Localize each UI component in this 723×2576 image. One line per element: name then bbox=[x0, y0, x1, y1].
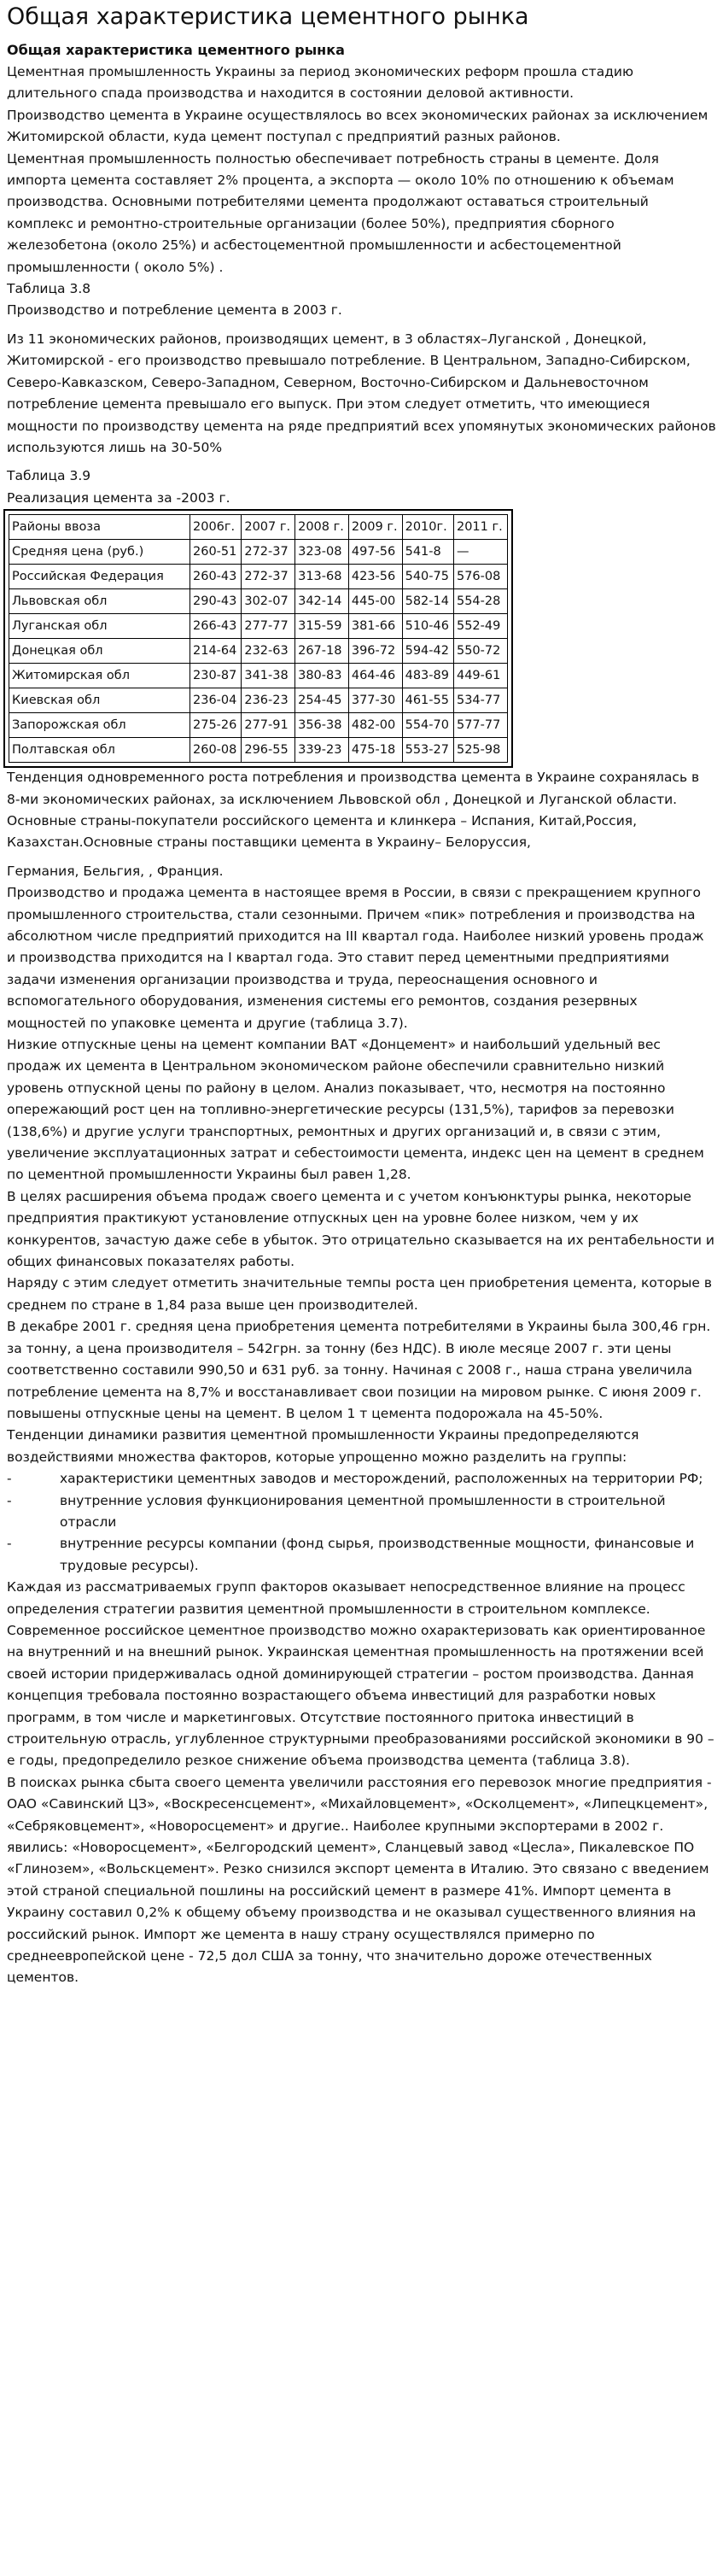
table-cell-value: 380-83 bbox=[295, 664, 349, 688]
paragraph: Современное российское цементное производство можно охарактеризовать как ориентированное на внутренний и на внешний рынок. Украинская цементная промышленность на протяжении всей своей истории придерживалась одной доминирующей стратегии – ростом производства. Данная концепция требовала постоянно возрастающего объема инвестиций для разработки новых программ, в том числе и маркетинговых. Отсутствие постоянного притока инвестиций в строительную отрасль, углубленное структурными преобразованиями российской экономики в 90 – е годы, предопределило резкое снижение объема производства цемента (таблица 3.8). bbox=[7, 1622, 714, 1769]
list-item-text: внутренние условия функционирования цементной промышленности в строительной отрасли bbox=[60, 1492, 666, 1530]
table-cell-value: 445-00 bbox=[348, 589, 402, 614]
table-header-row bbox=[9, 515, 508, 540]
paragraph: Германия, Бельгия, , Франция. bbox=[7, 863, 224, 879]
table-cell-value: 2008 г. bbox=[295, 515, 349, 540]
list-dash: - bbox=[7, 1471, 12, 1487]
table-cell-value: 497-56 bbox=[348, 540, 402, 565]
table-cell-value: 339-23 bbox=[295, 738, 349, 763]
table-cell-value: 323-08 bbox=[295, 540, 349, 565]
table-cell-value: 214-64 bbox=[190, 639, 242, 664]
table-cell-value: 483-89 bbox=[402, 664, 453, 688]
page-title: Общая характеристика цементного рынка bbox=[7, 3, 529, 30]
table-cell-value: 302-07 bbox=[242, 589, 295, 614]
table-cell-value: 2011 г. bbox=[453, 515, 507, 540]
list-dash: - bbox=[7, 1492, 12, 1508]
table-cell-value: 541-8 bbox=[402, 540, 453, 565]
cement-sales-table bbox=[9, 514, 508, 763]
table-cell-value: 315-59 bbox=[295, 614, 349, 639]
paragraph: Тенденция одновременного роста потребления и производства цемента в Украине сохранялась в 8-ми экономических районах, за исключением Львовской обл , Донецкой и Луганской области. Основные страны-покупатели российского цемента и клинкера – Испания, Китай,Россия, Казахстан.Основные страны поставщики цемента в Украину– Белоруссия, bbox=[7, 770, 700, 851]
table-cell-value: 236-04 bbox=[190, 688, 242, 713]
table-cell-value: 272-37 bbox=[242, 540, 295, 565]
document-page bbox=[0, 2, 716, 1989]
table-cell-value: 449-61 bbox=[453, 664, 507, 688]
paragraph: Производство и продажа цемента в настоящее время в России, в связи с прекращением крупного промышленного строительства, стали сезонными. Причем «пик» потребления и производства на абсолютном числе предприятий приходится на III квартал года. Наиболее низкий уровень продаж и производства приходится на I квартал года. Это ставит перед цементными предприятиями задачи изменения организации производства и труда, переоснащения основного и вспомогательного оборудования, изменения системы его ремонтов, создания резервных мощностей по упаковке цемента и другие (таблица 3.7). bbox=[7, 885, 704, 1031]
table-row bbox=[9, 614, 508, 639]
table-cell-value: 236-23 bbox=[242, 688, 295, 713]
table-cell-value: 525-98 bbox=[453, 738, 507, 763]
table-cell-region: Донецкая обл bbox=[9, 639, 190, 664]
table-cell-value: 341-38 bbox=[242, 664, 295, 688]
table-cell-value: 267-18 bbox=[295, 639, 349, 664]
table-cell-value: 554-70 bbox=[402, 713, 453, 738]
table-cell-value: 275-26 bbox=[190, 713, 242, 738]
paragraph: В поисках рынка сбыта своего цемента увеличили расстояния его перевозок многие предприятия - ОАО «Савинский ЦЗ», «Воскресенсцемент», «Михайловцемент», «Осколцемент», «Липецкцемент», «Себряковцемент», «Новоросцемент» и другие.. Наиболее крупными экспортерами в 2002 г. явились: «Новоросцемент», «Белгородский цемент», Сланцевый завод «Цесла», Пикалевское ПО «Глинозем», «Вольскцемент». Резко снизился экспорт цемента в Италию. Это связано с введением этой страной специальной пошлины на российский цемент в размере 41%. Импорт цемента в Украину составил 0,2% к общему объему производства и не оказывал существенного влияния на российский рынок. Импорт же цемента в нашу страну осуществлялся примерно по среднеевропейской цене - 72,5 дол США за тонну, что значительно дороже отечественных цементов. bbox=[7, 1774, 712, 1986]
table-cell-region: Житомирская обл bbox=[9, 664, 190, 688]
table-label: Таблица 3.8 bbox=[7, 281, 91, 297]
paragraph: Производство цемента в Украине осуществлялось во всех экономических районах за исключением Житомирской области, куда цемент поступал с предприятий разных районов. bbox=[7, 107, 708, 145]
table-cell-value: 396-72 bbox=[348, 639, 402, 664]
paragraph: Каждая из рассматриваемых групп факторов оказывает непосредственное влияние на процесс определения стратегии развития цементной промышленности в строительном комплексе. bbox=[7, 1579, 685, 1617]
list-item-text: внутренние ресурсы компании (фонд сырья, производственные мощности, финансовые и трудовые ресурсы). bbox=[60, 1536, 695, 1573]
table-cell-value: 313-68 bbox=[295, 565, 349, 589]
table-cell-value: 510-46 bbox=[402, 614, 453, 639]
table-cell-value: 482-00 bbox=[348, 713, 402, 738]
table-caption: Производство и потребление цемента в 2003 г. bbox=[7, 302, 342, 319]
table-cell-value: 254-45 bbox=[295, 688, 349, 713]
table-cell-value: 577-77 bbox=[453, 713, 507, 738]
paragraph: Низкие отпускные цены на цемент компании ВАТ «Донцемент» и наибольший удельный вес продаж их цемента в Центральном экономическом районе обеспечили сравнительно низкий уровень отпускной цены по району в целом. Анализ показывает, что, несмотря на постоянно опережающий рост цен на топливно-энергетические ресурсы (131,5%), тарифов за перевозки (138,6%) и другие услуги транспортных, ремонтных и других организаций и, в связи с этим, увеличение эксплуатационных затрат и себестоимости цемента, индекс цен на цемент в среднем по цементной промышленности Украины был равен 1,28. bbox=[7, 1037, 704, 1183]
table-cell-value: 230-87 bbox=[190, 664, 242, 688]
table-cell-region: Российская Федерация bbox=[9, 565, 190, 589]
paragraph: Тенденции динамики развития цементной промышленности Украины предопределяются воздействиями множества факторов, которые упрощенно можно разделить на группы: bbox=[7, 1427, 639, 1465]
table-cell-value: 260-08 bbox=[190, 738, 242, 763]
list-item bbox=[7, 1533, 716, 1577]
table-cell-value: 290-43 bbox=[190, 589, 242, 614]
table-cell-value: 277-77 bbox=[242, 614, 295, 639]
paragraph: В целях расширения объема продаж своего цемента и с учетом конъюнктуры рынка, некоторые предприятия практикуют установление отпускных цен на уровне более низком, чем у их конкурентов, зачастую даже себе в убыток. Это отрицательно сказывается на их рентабельности и общих финансовых показателях работы. bbox=[7, 1188, 714, 1270]
table-cell-value: 554-28 bbox=[453, 589, 507, 614]
list-item-text: характеристики цементных заводов и месторождений, расположенных на территории РФ; bbox=[60, 1471, 703, 1487]
list-item bbox=[7, 1490, 716, 1534]
table-cell-region: Районы ввоза bbox=[9, 515, 190, 540]
table-cell-region: Киевская обл bbox=[9, 688, 190, 713]
table-cell-region: Львовская обл bbox=[9, 589, 190, 614]
list-item bbox=[7, 1468, 716, 1490]
table-cell-value: 464-46 bbox=[348, 664, 402, 688]
table-cell-value: 553-27 bbox=[402, 738, 453, 763]
table-cell-region: Луганская обл bbox=[9, 614, 190, 639]
table-cell-value: 356-38 bbox=[295, 713, 349, 738]
table-cell-value: 2007 г. bbox=[242, 515, 295, 540]
table-label: Таблица 3.9 bbox=[7, 468, 91, 484]
table-cell-region: Запорожская обл bbox=[9, 713, 190, 738]
table-cell-value: — bbox=[453, 540, 507, 565]
table-row bbox=[9, 639, 508, 664]
table-row bbox=[9, 738, 508, 763]
table-cell-value: 266-43 bbox=[190, 614, 242, 639]
table-cell-value: 552-49 bbox=[453, 614, 507, 639]
table-row bbox=[9, 664, 508, 688]
table-row bbox=[9, 688, 508, 713]
table-cell-value: 277-91 bbox=[242, 713, 295, 738]
section-heading: Общая характеристика цементного рынка bbox=[7, 42, 345, 58]
table-row bbox=[9, 713, 508, 738]
table-cell-value: 260-43 bbox=[190, 565, 242, 589]
table-cell-value: 461-55 bbox=[402, 688, 453, 713]
table-cell-value: 272-37 bbox=[242, 565, 295, 589]
table-cell-value: 540-75 bbox=[402, 565, 453, 589]
table-caption: Реализация цемента за -2003 г. bbox=[7, 489, 230, 506]
table-cell-value: 423-56 bbox=[348, 565, 402, 589]
list-dash: - bbox=[7, 1536, 12, 1552]
table-cell-value: 232-63 bbox=[242, 639, 295, 664]
table-cell-value: 594-42 bbox=[402, 639, 453, 664]
paragraph: Цементная промышленность Украины за период экономических реформ прошла стадию длительного спада производства и находится в состоянии деловой активности. bbox=[7, 64, 634, 102]
table-cell-value: 260-51 bbox=[190, 540, 242, 565]
table-cell-region: Полтавская обл bbox=[9, 738, 190, 763]
paragraph: Наряду с этим следует отметить значительные темпы роста цен приобретения цемента, которые в среднем по стране в 1,84 раза выше цен производителей. bbox=[7, 1275, 712, 1313]
table-cell-value: 2010г. bbox=[402, 515, 453, 540]
table-row bbox=[9, 565, 508, 589]
table-cell-value: 342-14 bbox=[295, 589, 349, 614]
table-cell-value: 576-08 bbox=[453, 565, 507, 589]
table-cell-value: 2006г. bbox=[190, 515, 242, 540]
paragraph: Цементная промышленность полностью обеспечивает потребность страны в цементе. Доля импорта цемента составляет 2% процента, а экспорта — около 10% по отношению к объемам производства. Основными потребителями цемента продолжают оставаться строительный комплекс и ремонтно-строительные организации (более 50%), предприятия сборного железобетона (около 25%) и асбестоцементной промышленности и асбестоцементной промышленности ( около 5%) . bbox=[7, 150, 674, 275]
table-cell-value: 377-30 bbox=[348, 688, 402, 713]
table-cell-value: 582-14 bbox=[402, 589, 453, 614]
paragraph: В декабре 2001 г. средняя цена приобретения цемента потребителями в Украины была 300,46 грн. за тонну, а цена производителя – 542грн. за тонну (без НДС). В июле месяце 2007 г. эти цены соответственно составили 990,50 и 631 руб. за тонну. Начиная с 2008 г., наша страна увеличила потребление цемента на 8,7% и восстанавливает свои позиции на мировом рынке. С июня 2009 г. повышены отпускные цены на цемент. В целом 1 т цемента подорожала на 45-50%. bbox=[7, 1319, 711, 1421]
table-cell-region: Средняя цена (руб.) bbox=[9, 540, 190, 565]
paragraph: Из 11 экономических районов, производящих цемент, в 3 областях–Луганской , Донецкой, Житомирской - его производство превышало потребление. В Центральном, Западно-Сибирском, Северо-Кавказском, Северо-Западном, Северном, Восточно-Сибирском и Дальневосточном потребление цемента превышало его выпуск. При этом следует отметить, что имеющиеся мощности по производству цемента на ряде предприятий всех упомянутых экономических районов используются лишь на 30-50% bbox=[7, 331, 716, 455]
table-cell-value: 534-77 bbox=[453, 688, 507, 713]
table-row bbox=[9, 589, 508, 614]
table-cell-value: 381-66 bbox=[348, 614, 402, 639]
table-cell-value: 296-55 bbox=[242, 738, 295, 763]
table-cell-value: 475-18 bbox=[348, 738, 402, 763]
table-row bbox=[9, 540, 508, 565]
table-cell-value: 550-72 bbox=[453, 639, 507, 664]
table-cell-value: 2009 г. bbox=[348, 515, 402, 540]
